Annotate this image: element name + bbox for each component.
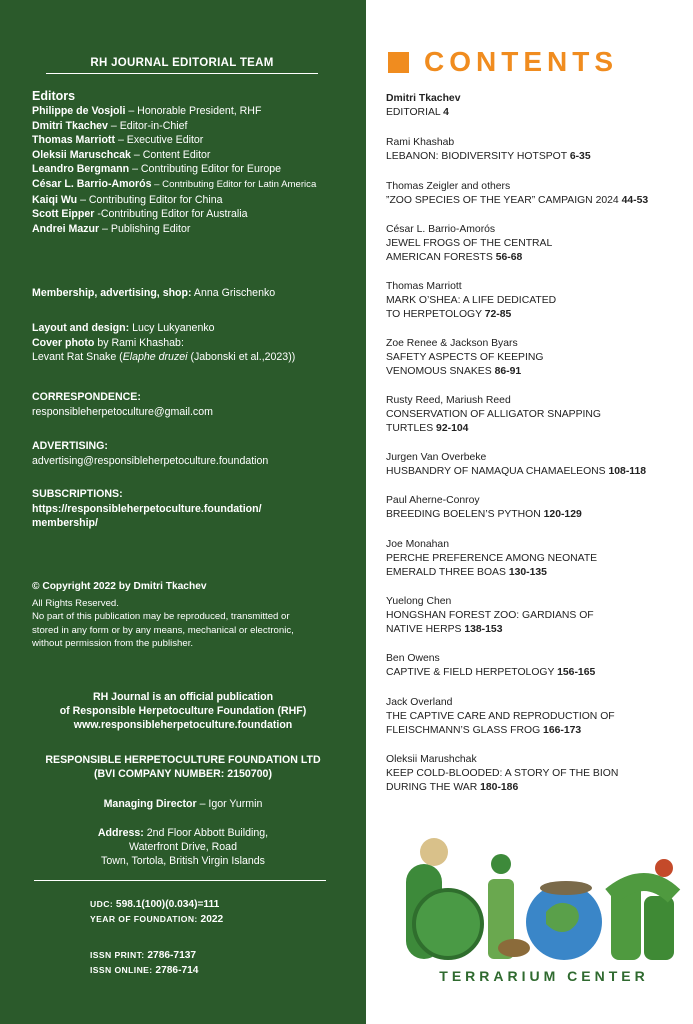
contents-title: CONTENTS [424, 46, 618, 77]
bion-logo [396, 824, 686, 974]
editor-name: Oleksii Maruschcak [32, 148, 131, 161]
editor-name: Leandro Bergmann [32, 163, 130, 176]
entry-title-line [386, 408, 686, 422]
logo-letter-i-dot [491, 854, 511, 874]
entry-title-line [386, 710, 686, 724]
entry-title-text: TURTLES [386, 423, 434, 434]
correspondence [32, 390, 352, 419]
editor-name: César L. Barrio-Amorós [32, 177, 152, 190]
entry-title-text: MARK O’SHEA: A LIFE DEDICATED [386, 295, 557, 306]
issn-block [90, 948, 340, 978]
cover-label: Cover photo [32, 336, 95, 349]
entry-author: Jack Overland [386, 697, 453, 708]
entry-author: César L. Barrio-Amorós [386, 224, 496, 235]
editor-name: Thomas Marriott [32, 134, 115, 147]
entry-author: Ben Owens [386, 653, 440, 664]
contents-entry[interactable] [386, 92, 686, 120]
udc-value: 598.1(100)(0.034)=111 [113, 899, 220, 910]
lizard-icon [540, 881, 592, 895]
editor-row [32, 162, 352, 177]
entry-author: Thomas Zeigler and others [386, 181, 511, 192]
editorial-team-title: RH JOURNAL EDITORIAL TEAM [90, 57, 274, 69]
entry-author: Rusty Reed, Mariush Reed [386, 395, 511, 406]
editor-role: – Honorable President, RHF [125, 105, 262, 117]
copyright-line: © Copyright 2022 by Dmitri Tkachev [32, 581, 207, 592]
udc-block [90, 897, 340, 927]
subscriptions-link[interactable]: https://responsibleherpetoculture.foundation/ membership/ [32, 502, 262, 530]
official-website[interactable]: www.responsibleherpetoculture.foundation [73, 719, 293, 732]
entry-title-line [386, 251, 686, 265]
entry-title-text: HUSBANDRY OF NAMAQUA CHAMAELEONS [386, 466, 606, 477]
entry-pages: 56-68 [495, 252, 523, 263]
entry-title-text: THE CAPTIVE CARE AND REPRODUCTION OF [386, 711, 615, 722]
issn-online-label: ISSN ONLINE: [90, 965, 153, 975]
cover-value: by Rami Khashab: [94, 336, 184, 349]
entry-author: Oleksii Marushchak [386, 754, 477, 765]
editors-section [32, 88, 352, 236]
editor-role: – Editor-in-Chief [107, 119, 188, 132]
entry-title-line [386, 351, 686, 365]
pith-helmet-icon [420, 838, 448, 866]
correspondence-email[interactable]: responsibleherpetoculture@gmail.com [32, 405, 213, 418]
entry-title-line [386, 194, 686, 208]
advertising-email[interactable]: advertising@responsibleherpetoculture.foundation [32, 454, 269, 467]
advertising [32, 439, 352, 468]
entry-title-line [386, 422, 686, 436]
subscriptions [32, 487, 352, 531]
entry-pages: 120-129 [543, 509, 582, 520]
entry-pages: 44-53 [621, 195, 649, 206]
contents-entry[interactable] [386, 696, 686, 738]
contents-entry[interactable] [386, 451, 686, 479]
entry-title-text: KEEP COLD-BLOODED: A STORY OF THE BION [386, 768, 619, 779]
entry-title-line [386, 781, 686, 795]
chameleon-icon [655, 859, 673, 877]
editor-role: – Content Editor [130, 148, 211, 161]
entry-title-text: DURING THE WAR [386, 782, 478, 793]
logo-letter-b-bowl [414, 890, 482, 958]
credits [32, 321, 352, 365]
entry-title-text: SAFETY ASPECTS OF KEEPING [386, 352, 544, 363]
editors-list [32, 104, 352, 236]
editor-row [32, 207, 352, 222]
editor-row [32, 177, 352, 193]
foundation-line-2: (BVI COMPANY NUMBER: 2150700) [94, 768, 272, 781]
entry-title-line [386, 724, 686, 738]
editor-name: Andrei Mazur [32, 222, 100, 235]
year-value: 2022 [197, 914, 224, 925]
contents-entry[interactable] [386, 538, 686, 580]
issn-online-value: 2786-714 [152, 965, 199, 976]
editor-row [32, 133, 352, 148]
entry-author: Jurgen Van Overbeke [386, 452, 487, 463]
entry-author: Paul Aherne-Conroy [386, 495, 480, 506]
entry-title-line [386, 552, 686, 566]
terrarium-center-label: TERRARIUM CENTER [439, 968, 649, 984]
entry-title-line [386, 767, 686, 781]
editor-role: – Executive Editor [115, 134, 204, 147]
title-underline [46, 73, 318, 74]
address [20, 826, 346, 869]
logo-letter-n-right [644, 896, 674, 960]
copyright-text-1: No part of this publication may be reproduced, transmitted or [32, 611, 290, 623]
contents-entry[interactable] [386, 394, 686, 436]
entry-author: Dmitri Tkachev [386, 93, 461, 104]
address-line-2: Waterfront Drive, Road [129, 841, 237, 854]
entry-author: Joe Monahan [386, 539, 449, 550]
entry-title-line [386, 365, 686, 379]
copyright-text-2: stored in any form or by any means, mechanical or electronic, [32, 624, 294, 636]
contents-entry[interactable] [386, 337, 686, 379]
entry-author: Rami Khashab [386, 137, 455, 148]
entry-pages: 72-85 [484, 309, 512, 320]
contents-entry[interactable] [386, 494, 686, 522]
entry-title-line [386, 609, 686, 623]
editor-row [32, 193, 352, 208]
contents-panel [366, 0, 693, 1024]
entry-pages: 130-135 [508, 567, 547, 578]
official-line-1: RH Journal is an official publication [92, 691, 274, 703]
entry-title-line [386, 508, 686, 522]
entry-title-text: LEBANON: BIODIVERSITY HOTSPOT [386, 151, 567, 162]
entry-title-text: NATIVE HERPS [386, 624, 462, 635]
entry-pages: 166-173 [543, 725, 582, 736]
entry-title-text: FLEISCHMANN’S GLASS FROG [386, 725, 541, 736]
membership-line [32, 286, 352, 301]
udc-label: UDC: [90, 899, 114, 909]
editor-name: Kaiqi Wu [32, 193, 78, 206]
entry-pages: 138-153 [464, 624, 503, 635]
entry-title-text: BREEDING BOELEN’S PYTHON [386, 509, 541, 520]
layout-value: Lucy Lukyanenko [129, 322, 215, 334]
entry-title-line [386, 106, 686, 120]
entry-pages: 156-165 [557, 667, 596, 678]
cover-caption-species: Elaphe druzei [122, 351, 188, 364]
official-line-2: of Responsible Herpetoculture Foundation (RHF) [59, 705, 307, 718]
contents-entry[interactable] [386, 180, 686, 208]
editor-role: – Contributing Editor for Latin America [151, 178, 317, 190]
layout-label: Layout and design: [32, 322, 130, 334]
copyright-text-3: without permission from the publisher. [32, 638, 194, 650]
subscriptions-label: SUBSCRIPTIONS: [32, 488, 123, 500]
editor-row [32, 222, 352, 237]
tortoise-icon [498, 939, 530, 957]
entry-title-text: AMERICAN FORESTS [386, 252, 493, 263]
entry-title-text: CONSERVATION OF ALLIGATOR SNAPPING [386, 409, 601, 420]
entry-title-line [386, 308, 686, 322]
director-value: – Igor Yurmin [196, 798, 263, 810]
entry-author: Yuelong Chen [386, 596, 452, 607]
editor-role: – Contributing Editor for Europe [129, 163, 282, 176]
foundation-line-1: RESPONSIBLE HERPETOCULTURE FOUNDATION LTD [45, 754, 321, 766]
editor-role: – Contributing Editor for China [77, 193, 223, 206]
entry-pages: 86-91 [494, 366, 522, 377]
entry-author: Thomas Marriott [386, 281, 462, 292]
logo-letter-n-arch [611, 882, 674, 896]
entry-title-text: CAPTIVE & FIELD HERPETOLOGY [386, 667, 555, 678]
contents-entry[interactable] [386, 136, 686, 164]
editor-row [32, 104, 352, 119]
divider [34, 880, 326, 881]
entry-title-text: EDITORIAL [386, 107, 441, 118]
correspondence-label: CORRESPONDENCE: [32, 391, 141, 403]
entry-title-line [386, 294, 686, 308]
address-line-3: Town, Tortola, British Virgin Islands [101, 855, 265, 868]
editor-role: – Publishing Editor [99, 222, 191, 235]
official-publication [20, 690, 346, 733]
contents-entry[interactable] [386, 652, 686, 680]
entry-title-line [386, 566, 686, 580]
issn-print-label: ISSN PRINT: [90, 950, 145, 960]
entry-title-line [386, 237, 686, 251]
entry-title-line [386, 666, 686, 680]
cover-caption-b: (Jabonski et al.,2023)) [187, 351, 296, 364]
entry-title-line [386, 465, 686, 479]
entry-title-text: JEWEL FROGS OF THE CENTRAL [386, 238, 553, 249]
editor-name: Scott Eipper [32, 208, 95, 221]
address-line-1: 2nd Floor Abbott Building, [143, 827, 269, 839]
foundation-name [20, 753, 346, 781]
membership-label: Membership, advertising, shop: [32, 287, 192, 299]
entry-title-text: HONGSHAN FOREST ZOO: GARDIANS OF [386, 610, 594, 621]
entry-title-text: ”ZOO SPECIES OF THE YEAR” CAMPAIGN 2024 [386, 195, 619, 206]
advertising-label: ADVERTISING: [32, 440, 108, 452]
contents-entry[interactable] [386, 595, 686, 637]
cover-caption-a: Levant Rat Snake ( [32, 351, 123, 364]
membership-value: Anna Grischenko [191, 287, 276, 299]
editor-role: -Contributing Editor for Australia [94, 208, 248, 221]
editors-heading: Editors [32, 89, 76, 103]
entry-pages: 6-35 [569, 151, 591, 162]
year-label: YEAR OF FOUNDATION: [90, 914, 198, 924]
director-label: Managing Director [103, 798, 197, 810]
orange-square-icon [388, 52, 409, 73]
rights-line: All Rights Reserved. [32, 597, 119, 609]
address-label: Address: [97, 827, 144, 839]
contents-entry[interactable] [386, 280, 686, 322]
entry-title-text: VENOMOUS SNAKES [386, 366, 492, 377]
entry-title-text: TO HERPETOLOGY [386, 309, 482, 320]
entry-title-line [386, 623, 686, 637]
editor-name: Dmitri Tkachev [32, 119, 108, 132]
editor-row [32, 148, 352, 163]
entry-title-text: EMERALD THREE BOAS [386, 567, 506, 578]
entry-pages: 92-104 [436, 423, 469, 434]
issn-print-value: 2786-7137 [144, 950, 197, 961]
entry-title-text: PERCHE PREFERENCE AMONG NEONATE [386, 553, 598, 564]
editor-name: Philippe de Vosjoli [32, 105, 126, 117]
contents-entry[interactable] [386, 753, 686, 795]
entry-pages: 108-118 [608, 466, 647, 477]
entry-pages: 180-186 [480, 782, 519, 793]
editor-row [32, 119, 352, 134]
managing-director [20, 797, 346, 811]
copyright [32, 580, 352, 651]
contents-entry[interactable] [386, 223, 686, 265]
entry-author: Zoe Renee & Jackson Byars [386, 338, 518, 349]
entry-title-line [386, 150, 686, 164]
entry-pages: 4 [443, 107, 449, 118]
